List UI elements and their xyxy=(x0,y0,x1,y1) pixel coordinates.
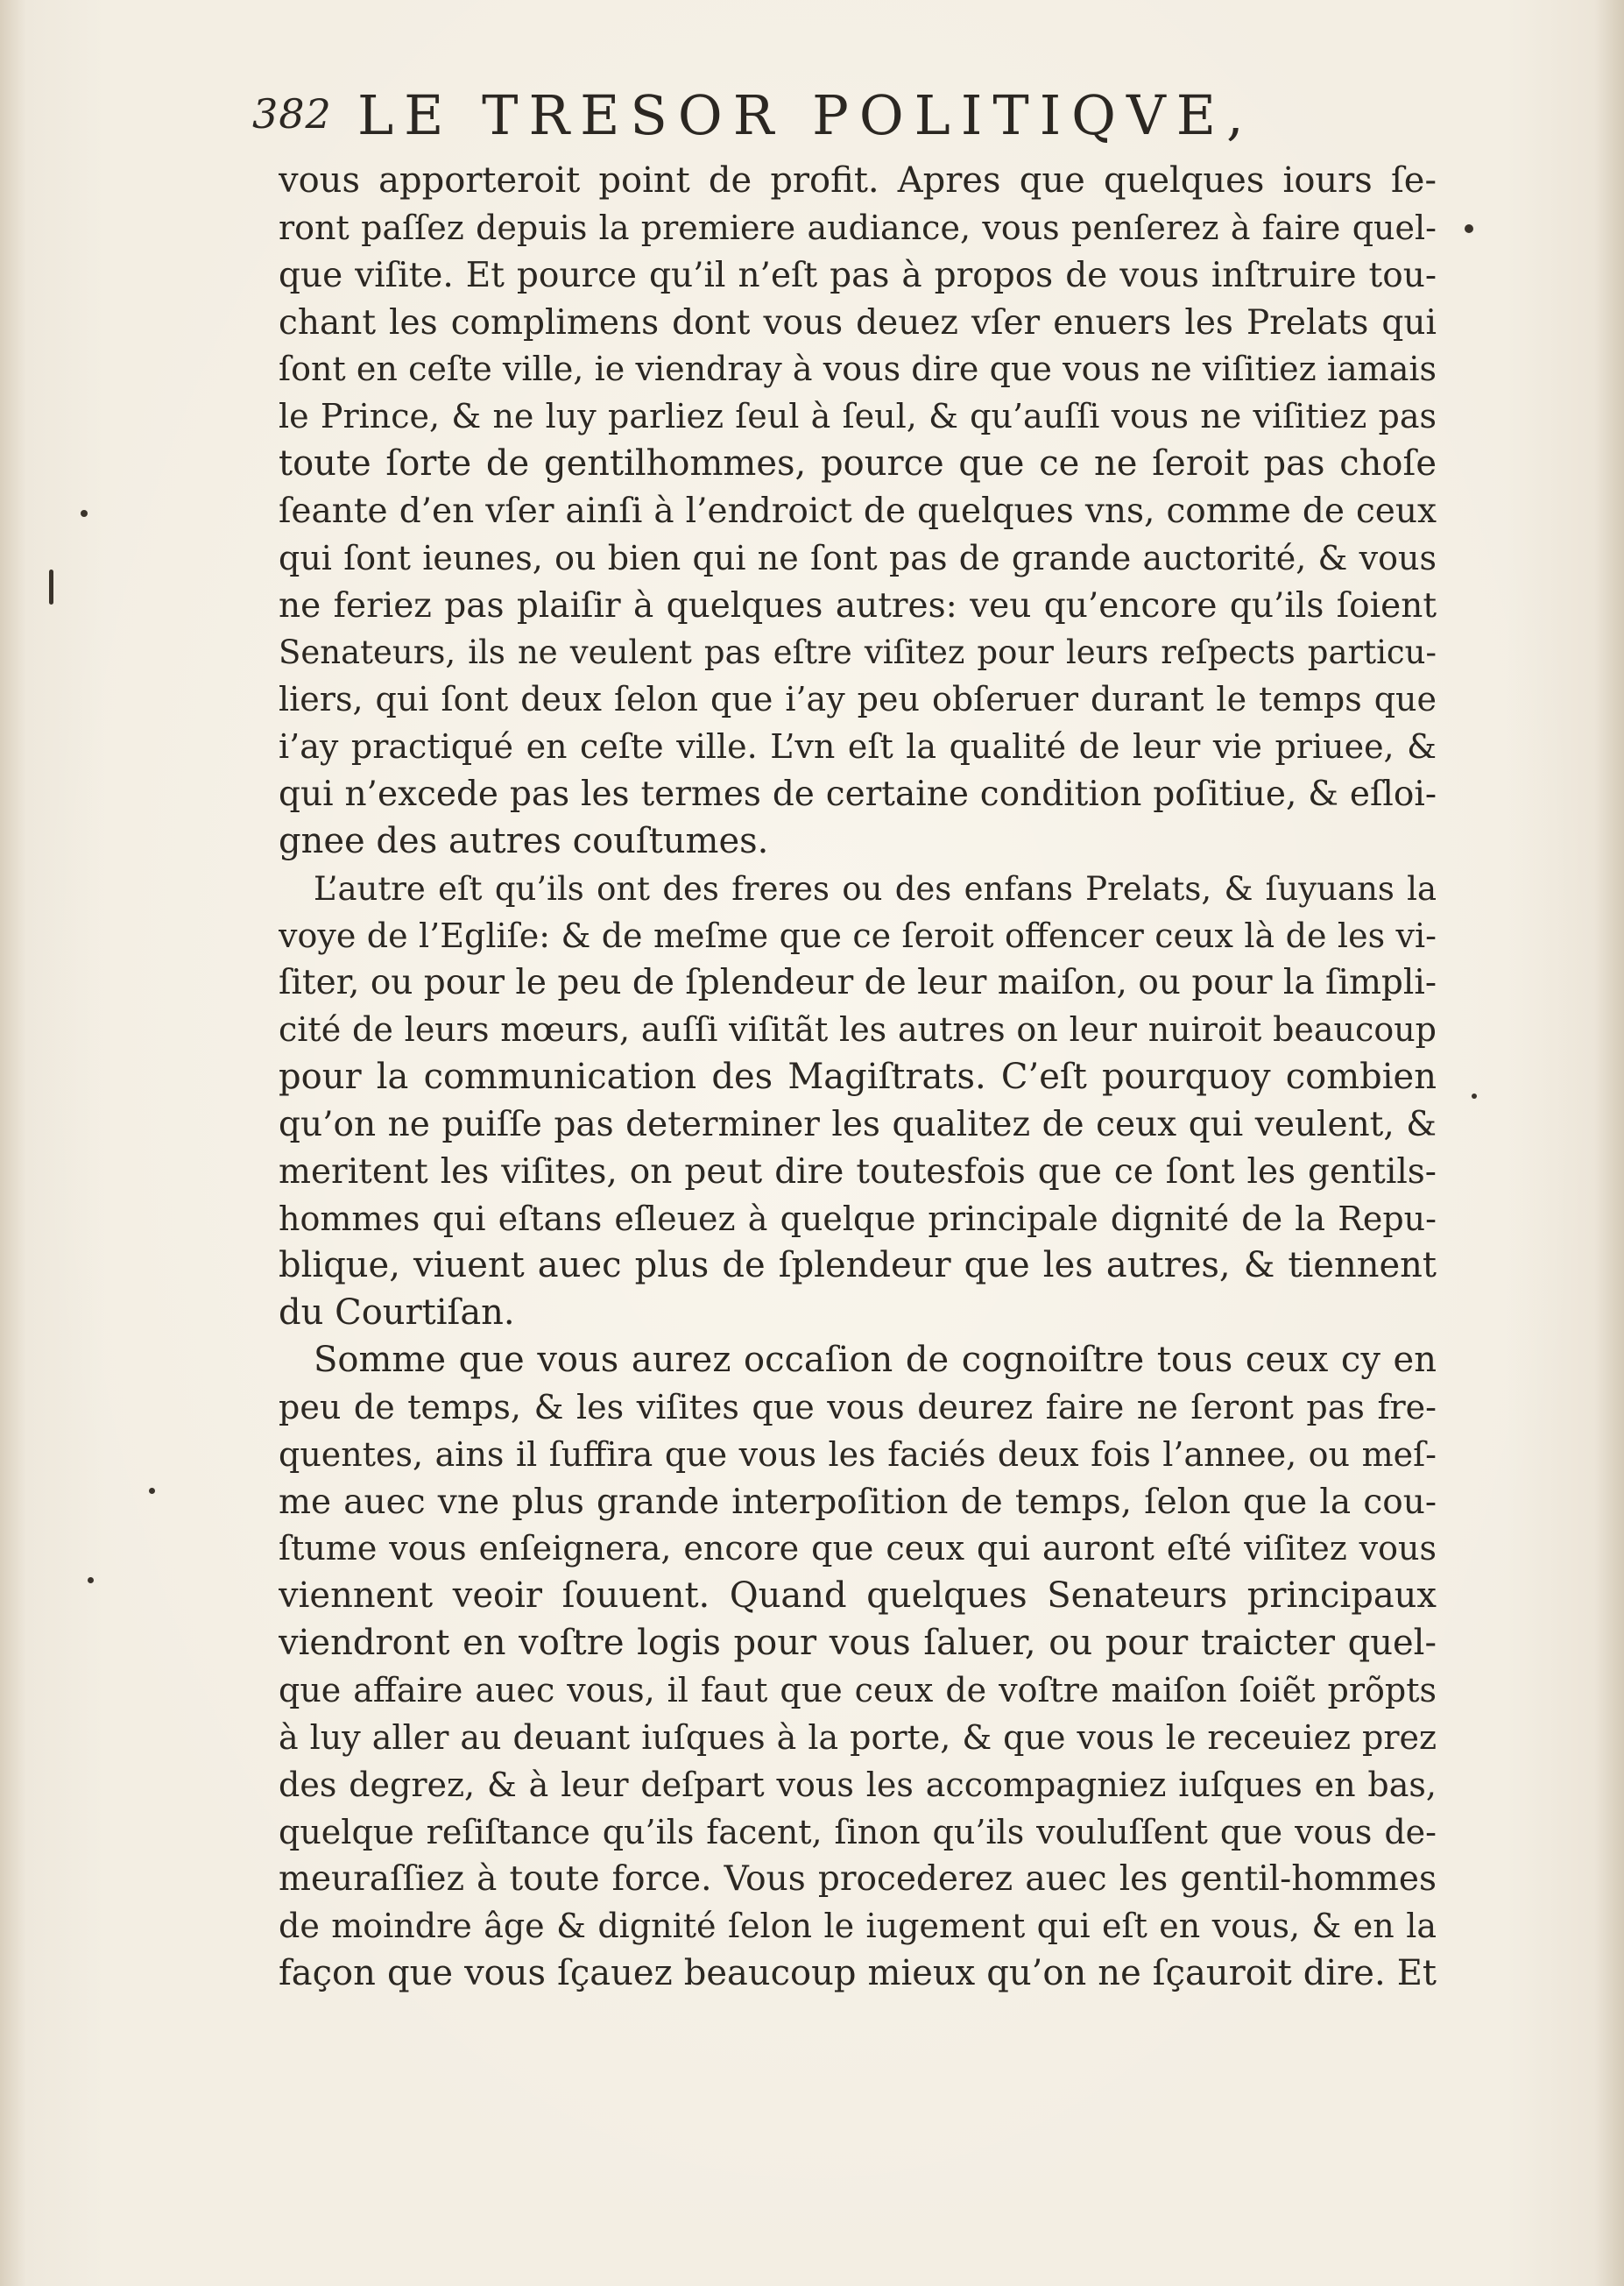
text-line: peu de temps, & les viſites que vous deurez faire ne ſeront pas fre- xyxy=(279,1387,1437,1426)
text-line: ſont en ceſte ville, ie viendray à vous dire que vous ne viſitiez iamais xyxy=(279,350,1437,389)
text-line: que viſite. Et pource qu’il n’eſt pas à propos de vous inſtruire tou- xyxy=(279,255,1437,295)
text-line: qu’on ne puiſſe pas determiner les qualitez de ceux qui veulent, & xyxy=(279,1104,1437,1144)
text-line: liers, qui ſont deux ſelon que i’ay peu obſeruer durant le temps que xyxy=(279,680,1437,719)
page-header xyxy=(252,83,1444,153)
ink-speck xyxy=(88,1577,94,1583)
text-line: façon que vous ſçauez beaucoup mieux qu’on ne ſçauroit dire. Et xyxy=(279,1953,1437,1994)
text-line: ront paſſez depuis la premiere audiance, vous penſerez à faire quel- xyxy=(279,208,1437,247)
text-line: quelque reſiſtance qu’ils facent, ſinon qu’ils vouluſſent que vous de- xyxy=(279,1812,1437,1851)
text-line: voye de l’Egliſe: & de meſme que ce ſeroit offencer ceux là de les vi- xyxy=(279,916,1437,955)
text-line: du Courtiſan. xyxy=(279,1292,515,1334)
text-line: ne feriez pas plaiſir à quelques autres: veu qu’encore qu’ils ſoient xyxy=(279,585,1437,626)
text-line: me auec vne plus grande interpoſition de temps, ſelon que la cou- xyxy=(279,1482,1437,1522)
text-line: viendront en voſtre logis pour vous ſaluer, ou pour traicter quel- xyxy=(279,1623,1437,1664)
text-line: à luy aller au deuant iuſques à la porte, & que vous le receuiez prez xyxy=(279,1717,1437,1757)
text-line: quentes, ains il ſuffira que vous les faciés deux fois l’annee, ou meſ- xyxy=(279,1434,1437,1474)
text-line: ſtume vous enſeignera, encore que ceux qui auront eſté viſitez vous xyxy=(279,1529,1437,1568)
text-line: pour la communication des Magiſtrats. C’eſt pourquoy combien xyxy=(279,1057,1437,1098)
text-line: gnee des autres couſtumes. xyxy=(279,820,769,861)
text-line: meuraſſiez à toute force. Vous procederez auec les gentil-hommes xyxy=(279,1859,1437,1900)
text-line: chant les complimens dont vous deuez vſer enuers les Prelats qui xyxy=(279,302,1437,343)
text-line: que affaire auec vous, il faut que ceux de voſtre maiſon ſoiẽt prõpts xyxy=(279,1671,1437,1709)
ink-speck xyxy=(49,570,53,605)
text-line: L’autre eſt qu’ils ont des freres ou des enfans Prelats, & ſuyuans la xyxy=(314,869,1437,908)
text-line: Senateurs, ils ne veulent pas eſtre viſitez pour leurs reſpects particu- xyxy=(279,633,1437,672)
ink-speck xyxy=(1465,224,1473,233)
text-line: le Prince, & ne luy parliez ſeul à ſeul, & qu’auſſi vous ne viſitiez pas xyxy=(279,397,1437,436)
text-line: qui n’excede pas les termes de certaine condition poſitiue, & eſloi- xyxy=(279,774,1437,814)
text-line: cité de leurs mœurs, auſſi viſitãt les autres on leur nuiroit beaucoup xyxy=(279,1010,1437,1050)
ink-speck xyxy=(149,1488,155,1494)
text-line: des degrez, & à leur deſpart vous les accompagniez iuſques en bas, xyxy=(279,1765,1437,1804)
body-text xyxy=(279,158,1437,1998)
text-line: hommes qui eſtans eſleuez à quelque principale dignité de la Repu- xyxy=(279,1199,1437,1238)
text-line: ſeante d’en vſer ainſi à l’endroict de quelques vns, comme de ceux xyxy=(279,491,1437,531)
text-line: de moindre âge & dignité ſelon le iugement qui eſt en vous, & en la xyxy=(279,1907,1437,1946)
text-line: vous apporteroit point de profit. Apres que quelques iours ſe- xyxy=(279,160,1437,201)
ink-speck xyxy=(81,510,88,517)
text-line: toute ſorte de gentilhommes, pource que ce ne ſeroit pas choſe xyxy=(279,443,1437,485)
text-line: viennent veoir ſouuent. Quand quelques Senateurs principaux xyxy=(279,1575,1437,1617)
page-number: 382 xyxy=(252,90,332,138)
text-line: Somme que vous aurez occaſion de cognoiſtre tous ceux cy en xyxy=(314,1340,1437,1381)
text-line: ſiter, ou pour le peu de ſplendeur de leur maiſon, ou pour la ſimpli- xyxy=(279,963,1437,1003)
ink-speck xyxy=(1472,1093,1477,1099)
text-line: meritent les viſites, on peut dire toutesfois que ce ſont les gentils- xyxy=(279,1151,1437,1192)
text-line: blique, viuent auec plus de ſplendeur que les autres, & tiennent xyxy=(279,1245,1437,1286)
running-title: LE TRESOR POLITIQVE, xyxy=(357,83,1254,147)
text-line: i’ay practiqué en ceſte ville. L’vn eſt la qualité de leur vie priuee, & xyxy=(279,727,1437,767)
text-line: qui ſont ieunes, ou bien qui ne ſont pas de grande auctorité, & vous xyxy=(279,538,1437,577)
